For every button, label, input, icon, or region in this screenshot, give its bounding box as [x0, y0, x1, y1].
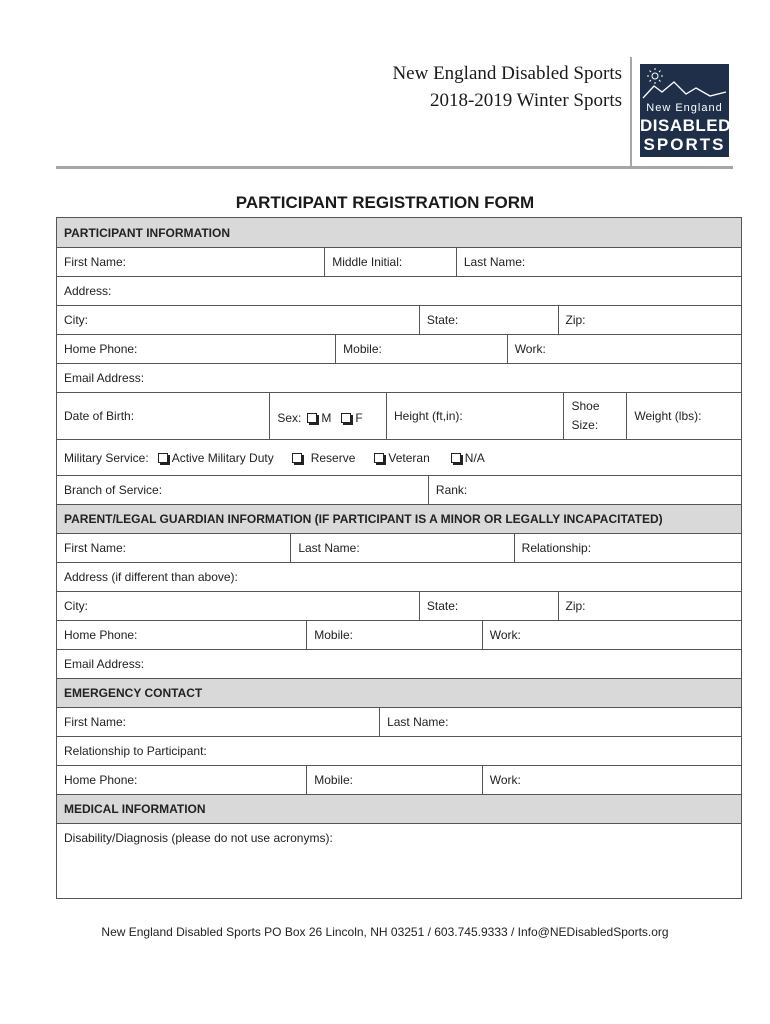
guardian-email-field[interactable]: Email Address:	[64, 657, 145, 671]
header-divider-vertical	[630, 57, 632, 167]
season-name: 2018-2019 Winter Sports	[429, 90, 622, 111]
guardian-state-field[interactable]: State:	[419, 592, 558, 620]
participant-shoe-size-field[interactable]	[563, 393, 626, 439]
sex-m-checkbox[interactable]	[307, 413, 317, 423]
sex-f-checkbox[interactable]	[341, 413, 351, 423]
participant-military-row	[57, 439, 741, 475]
guardian-work-field[interactable]: Work:	[482, 621, 741, 649]
guardian-first-name-field[interactable]: First Name:	[64, 541, 127, 555]
guardian-mobile-field[interactable]: Mobile:	[306, 621, 482, 649]
rank-field[interactable]: Rank:	[428, 476, 741, 504]
military-reserve-option[interactable]	[292, 451, 356, 465]
guardian-last-name-field[interactable]: Last Name:	[290, 534, 513, 562]
military-veteran-checkbox[interactable]	[374, 453, 384, 463]
military-na-checkbox[interactable]	[451, 453, 461, 463]
logo-line-3: SPORTS	[643, 135, 726, 154]
disability-diagnosis-field[interactable]: Disability/Diagnosis (please do not use acronyms):	[64, 831, 333, 845]
participant-address-field[interactable]: Address:	[64, 284, 112, 298]
sex-m-label: M	[321, 410, 332, 425]
guardian-email-row	[57, 649, 741, 678]
ned-sports-logo	[640, 64, 729, 157]
medical-disability-row	[57, 823, 741, 898]
emergency-name-row	[57, 707, 741, 736]
mountain-sun-icon	[640, 64, 729, 104]
participant-height-field[interactable]: Height (ft,in):	[386, 393, 563, 439]
guardian-city-row	[57, 591, 741, 620]
participant-email-row	[57, 363, 741, 392]
military-active-option[interactable]	[158, 451, 274, 465]
header-divider-horizontal	[56, 166, 733, 169]
military-reserve-checkbox[interactable]	[292, 453, 302, 463]
military-veteran-label: Veteran	[388, 450, 430, 465]
participant-branch-row	[57, 475, 741, 504]
participant-work-field[interactable]: Work:	[507, 335, 741, 363]
emergency-work-field[interactable]: Work:	[482, 766, 741, 794]
section-guardian	[57, 504, 741, 533]
military-na-option[interactable]	[451, 451, 485, 465]
branch-of-service-field[interactable]: Branch of Service:	[64, 483, 163, 497]
military-active-checkbox[interactable]	[158, 453, 168, 463]
section-medical	[57, 794, 741, 823]
participant-first-name-field[interactable]: First Name:	[64, 255, 127, 269]
participant-address-row	[57, 276, 741, 305]
participant-name-row	[57, 247, 741, 276]
guardian-address-field[interactable]: Address (if different than above):	[64, 570, 238, 584]
logo-line-2: DISABLED	[640, 116, 731, 135]
guardian-home-phone-field[interactable]: Home Phone:	[64, 628, 138, 642]
section-title: MEDICAL INFORMATION	[64, 802, 206, 816]
participant-city-row	[57, 305, 741, 334]
sex-f-label: F	[355, 410, 363, 425]
emergency-last-name-field[interactable]: Last Name:	[379, 708, 741, 736]
section-title: EMERGENCY CONTACT	[64, 686, 203, 700]
sex-m-option[interactable]	[307, 411, 331, 425]
participant-mobile-field[interactable]: Mobile:	[335, 335, 507, 363]
section-participant	[57, 218, 741, 247]
participant-phone-row	[57, 334, 741, 363]
sex-label: Sex:	[277, 410, 302, 425]
participant-zip-field[interactable]: Zip:	[558, 306, 741, 334]
shoe-label-line-1: Shoe	[571, 399, 600, 413]
participant-sex-field	[269, 393, 386, 439]
guardian-address-row	[57, 562, 741, 591]
military-active-label: Active Military Duty	[171, 450, 274, 465]
participant-dob-field[interactable]: Date of Birth:	[64, 409, 135, 423]
participant-email-field[interactable]: Email Address:	[64, 371, 145, 385]
guardian-city-field[interactable]: City:	[64, 599, 88, 613]
footer-contact: New England Disabled Sports PO Box 26 Lincoln, NH 03251 / 603.745.9333 / Info@NEDisabledSports.org	[101, 925, 669, 939]
emergency-phone-row	[57, 765, 741, 794]
guardian-relationship-field[interactable]: Relationship:	[514, 534, 741, 562]
emergency-relationship-field[interactable]: Relationship to Participant:	[64, 744, 207, 758]
logo-line-1: New England	[646, 102, 723, 114]
participant-city-field[interactable]: City:	[64, 313, 88, 327]
guardian-name-row	[57, 533, 741, 562]
guardian-zip-field[interactable]: Zip:	[558, 592, 741, 620]
emergency-first-name-field[interactable]: First Name:	[64, 715, 127, 729]
participant-state-field[interactable]: State:	[419, 306, 558, 334]
emergency-relationship-row	[57, 736, 741, 765]
military-service-field	[57, 440, 741, 475]
registration-form	[56, 217, 742, 899]
participant-last-name-field[interactable]: Last Name:	[456, 248, 741, 276]
shoe-label-line-2: Size:	[571, 418, 599, 432]
form-title: PARTICIPANT REGISTRATION FORM	[235, 193, 535, 212]
org-name: New England Disabled Sports	[392, 63, 622, 84]
participant-middle-initial-field[interactable]: Middle Initial:	[324, 248, 456, 276]
section-emergency	[57, 678, 741, 707]
sex-f-option[interactable]	[341, 411, 362, 425]
emergency-mobile-field[interactable]: Mobile:	[306, 766, 482, 794]
section-title: PARTICIPANT INFORMATION	[64, 225, 230, 240]
participant-physical-row	[57, 392, 741, 439]
section-title: PARENT/LEGAL GUARDIAN INFORMATION (IF PARTICIPANT IS A MINOR OR LEGALLY INCAPACITATED)	[64, 512, 663, 526]
emergency-home-phone-field[interactable]: Home Phone:	[64, 773, 138, 787]
military-veteran-option[interactable]	[374, 451, 429, 465]
participant-home-phone-field[interactable]: Home Phone:	[64, 342, 138, 356]
military-na-label: N/A	[464, 450, 485, 465]
guardian-phone-row	[57, 620, 741, 649]
military-service-label: Military Service:	[64, 450, 149, 465]
header-title	[392, 60, 622, 114]
military-reserve-label: Reserve	[310, 450, 356, 465]
participant-weight-field[interactable]: Weight (lbs):	[626, 393, 741, 439]
